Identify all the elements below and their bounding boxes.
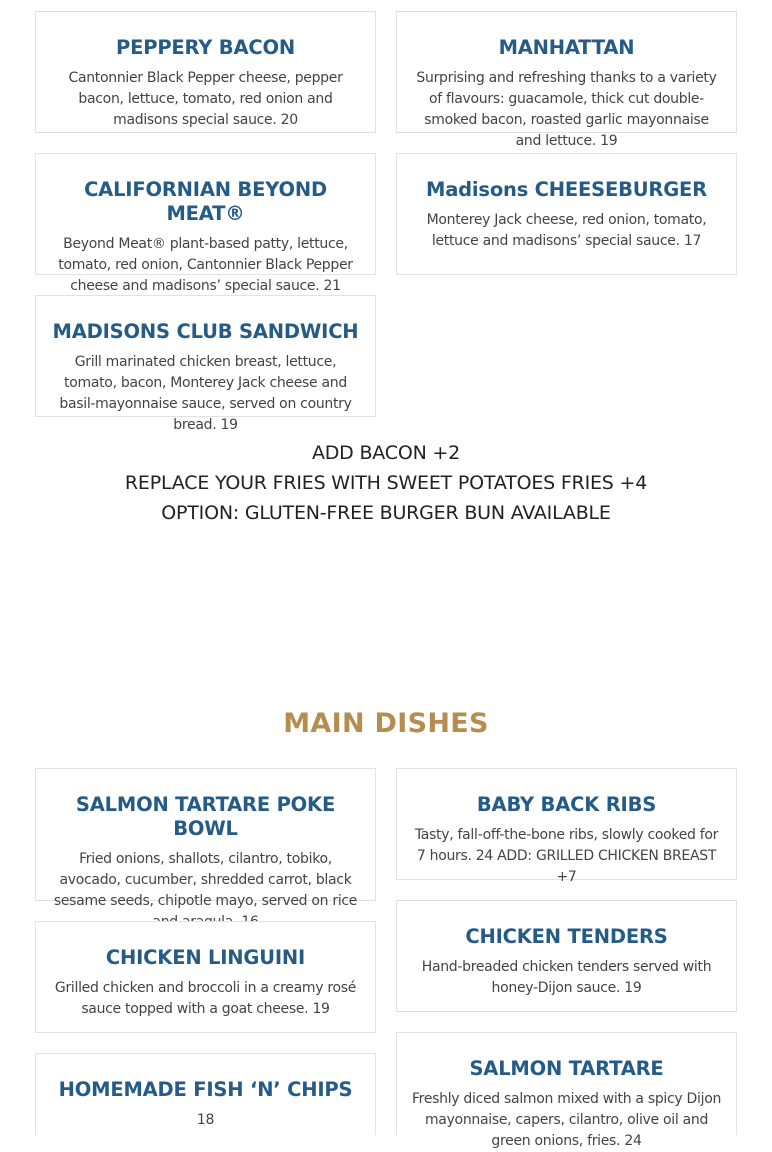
menu-item-description: Hand-breaded chicken tenders served with honey-Dijon sauce. 19 xyxy=(421,959,712,996)
menu-card-homemade-fish-n-chips xyxy=(35,1053,376,1135)
menu-item-title: MADISONS CLUB SANDWICH xyxy=(52,320,359,343)
menu-item-description: Freshly diced salmon mixed with a spicy Dijon mayonnaise, capers, cilantro, olive oil and green onions, fries. 24 xyxy=(411,1091,722,1149)
note-sweet-potato-fries: REPLACE YOUR FRIES WITH SWEET POTATOES FRIES +4 xyxy=(124,472,648,494)
menu-item-description: Beyond Meat® plant-based patty, lettuce, tomato, red onion, Cantonnier Black Pepper cheese and madisons’ special sauce. 21 xyxy=(58,236,353,294)
menu-item-title: SALMON TARTARE xyxy=(469,1057,664,1080)
menu-card-californian-beyond-meat xyxy=(35,153,376,294)
note-add-bacon: ADD BACON +2 xyxy=(311,442,461,464)
menu-item-title: HOMEMADE FISH ‘N’ CHIPS xyxy=(58,1078,353,1101)
menu-card-madisons-club-sandwich xyxy=(35,295,376,433)
menu-item-description: Grill marinated chicken breast, lettuce, tomato, bacon, Monterey Jack cheese and basil-mayonnaise sauce, served on country bread. 19 xyxy=(59,354,352,433)
section-title-main-dishes: MAIN DISHES xyxy=(283,708,489,739)
menu-item-description: Cantonnier Black Pepper cheese, pepper bacon, lettuce, tomato, red onion and madisons special sauce. 20 xyxy=(68,70,343,128)
menu-item-title: PEPPERY BACON xyxy=(116,36,295,59)
menu-item-title: CHICKEN TENDERS xyxy=(465,925,668,948)
menu-card-chicken-linguini xyxy=(35,921,376,1033)
menu-item-title: SALMON TARTARE POKE BOWL xyxy=(75,793,336,840)
menu-card-salmon-tartare xyxy=(396,1032,737,1149)
menu-item-description: 18 xyxy=(196,1112,215,1128)
menu-card-salmon-tartare-poke-bowl xyxy=(35,768,376,909)
menu-card-madisons-cheeseburger xyxy=(396,153,737,275)
menu-card-peppery-bacon xyxy=(35,11,376,133)
menu-item-description: Monterey Jack cheese, red onion, tomato, lettuce and madisons’ special sauce. 17 xyxy=(426,212,707,249)
menu-item-title: CHICKEN LINGUINI xyxy=(105,946,306,969)
menu-item-title: Madisons CHEESEBURGER xyxy=(426,178,707,201)
menu-card-manhattan xyxy=(396,11,737,149)
menu-item-description: Tasty, fall-off-the-bone ribs, slowly cooked for 7 hours. 24 ADD: GRILLED CHICKEN BREAST +7 xyxy=(414,827,719,885)
menu-item-description: Fried onions, shallots, cilantro, tobiko, avocado, cucumber, shredded carrot, black sesame seeds, chipotle mayo, served on rice xyxy=(53,851,358,909)
menu-item-description: Grilled chicken and broccoli in a creamy rosé sauce topped with a goat cheese. 19 xyxy=(54,980,357,1017)
menu-item-title: CALIFORNIAN BEYOND MEAT® xyxy=(84,178,327,225)
menu-item-description: Surprising and refreshing thanks to a variety of flavours: guacamole, thick cut double-smoked bacon, roasted garlic mayonnaise and lettuce. 19 xyxy=(416,70,717,149)
menu-card-baby-back-ribs xyxy=(396,768,737,885)
note-gluten-free-bun: OPTION: GLUTEN-FREE BURGER BUN AVAILABLE xyxy=(161,502,611,524)
menu-card-chicken-tenders xyxy=(396,900,737,1012)
menu-item-title: MANHATTAN xyxy=(498,36,635,59)
menu-item-title: BABY BACK RIBS xyxy=(476,793,657,816)
